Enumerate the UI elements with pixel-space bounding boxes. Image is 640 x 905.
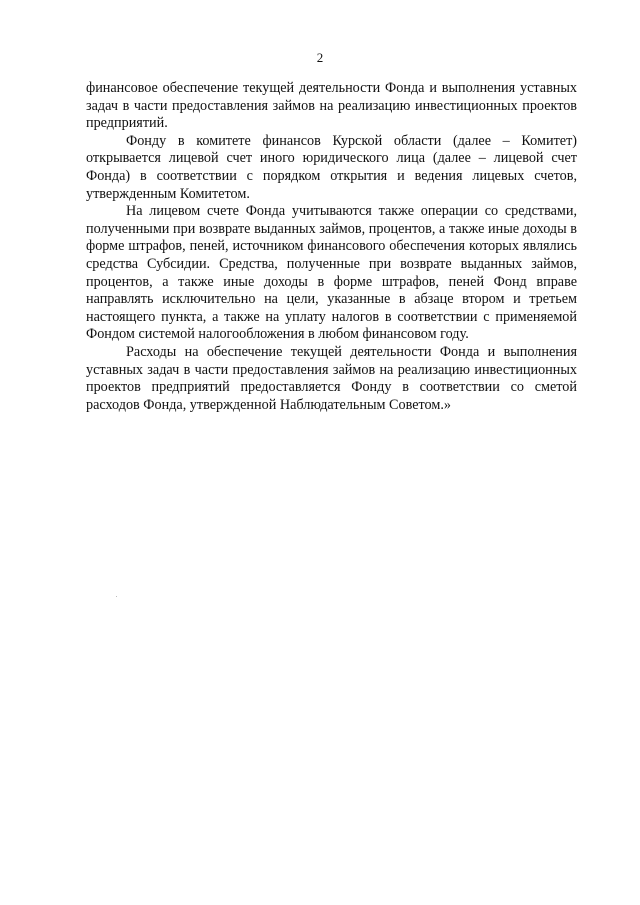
paragraph-2: Фонду в комитете финансов Курской области (далее – Комитет) открывается лицевой счет иного юридического лица (далее – лицевой счет Фонда) в соответствии с порядком открытия и ведения лицевых счетов, утвержденным Комитетом. bbox=[86, 132, 577, 202]
document-body bbox=[86, 80, 577, 414]
paragraph-4: Расходы на обеспечение текущей деятельности Фонда и выполнения уставных задач в части предоставления займов на реализацию инвестиционных проектов предприятий предоставляется Фонду в соответствии со сметой расходов Фонда, утвержденной Наблюдательным Советом.» bbox=[86, 343, 577, 413]
paragraph-1: финансовое обеспечение текущей деятельности Фонда и выполнения уставных задач в части предоставления займов на реализацию инвестиционных проектов предприятий. bbox=[86, 80, 577, 132]
page-number: 2 bbox=[316, 50, 324, 65]
scan-artifact bbox=[116, 596, 117, 597]
paragraph-3: На лицевом счете Фонда учитываются также операции со средствами, полученными при возврате выданных займов, процентов, а также иные доходы в форме штрафов, пеней, источником финансового обеспечения которых являлись средства Субсидии. Средства, полученные при возврате выданных займов, процентов, а также иные доходы в форме штрафов, пеней Фонд вправе направлять исключительно на цели, указанные в абзаце втором и третьем настоящего пункта, а также на уплату налогов в соответствии с применяемой Фондом системой налогообложения в любом финансовом году. bbox=[86, 203, 577, 343]
